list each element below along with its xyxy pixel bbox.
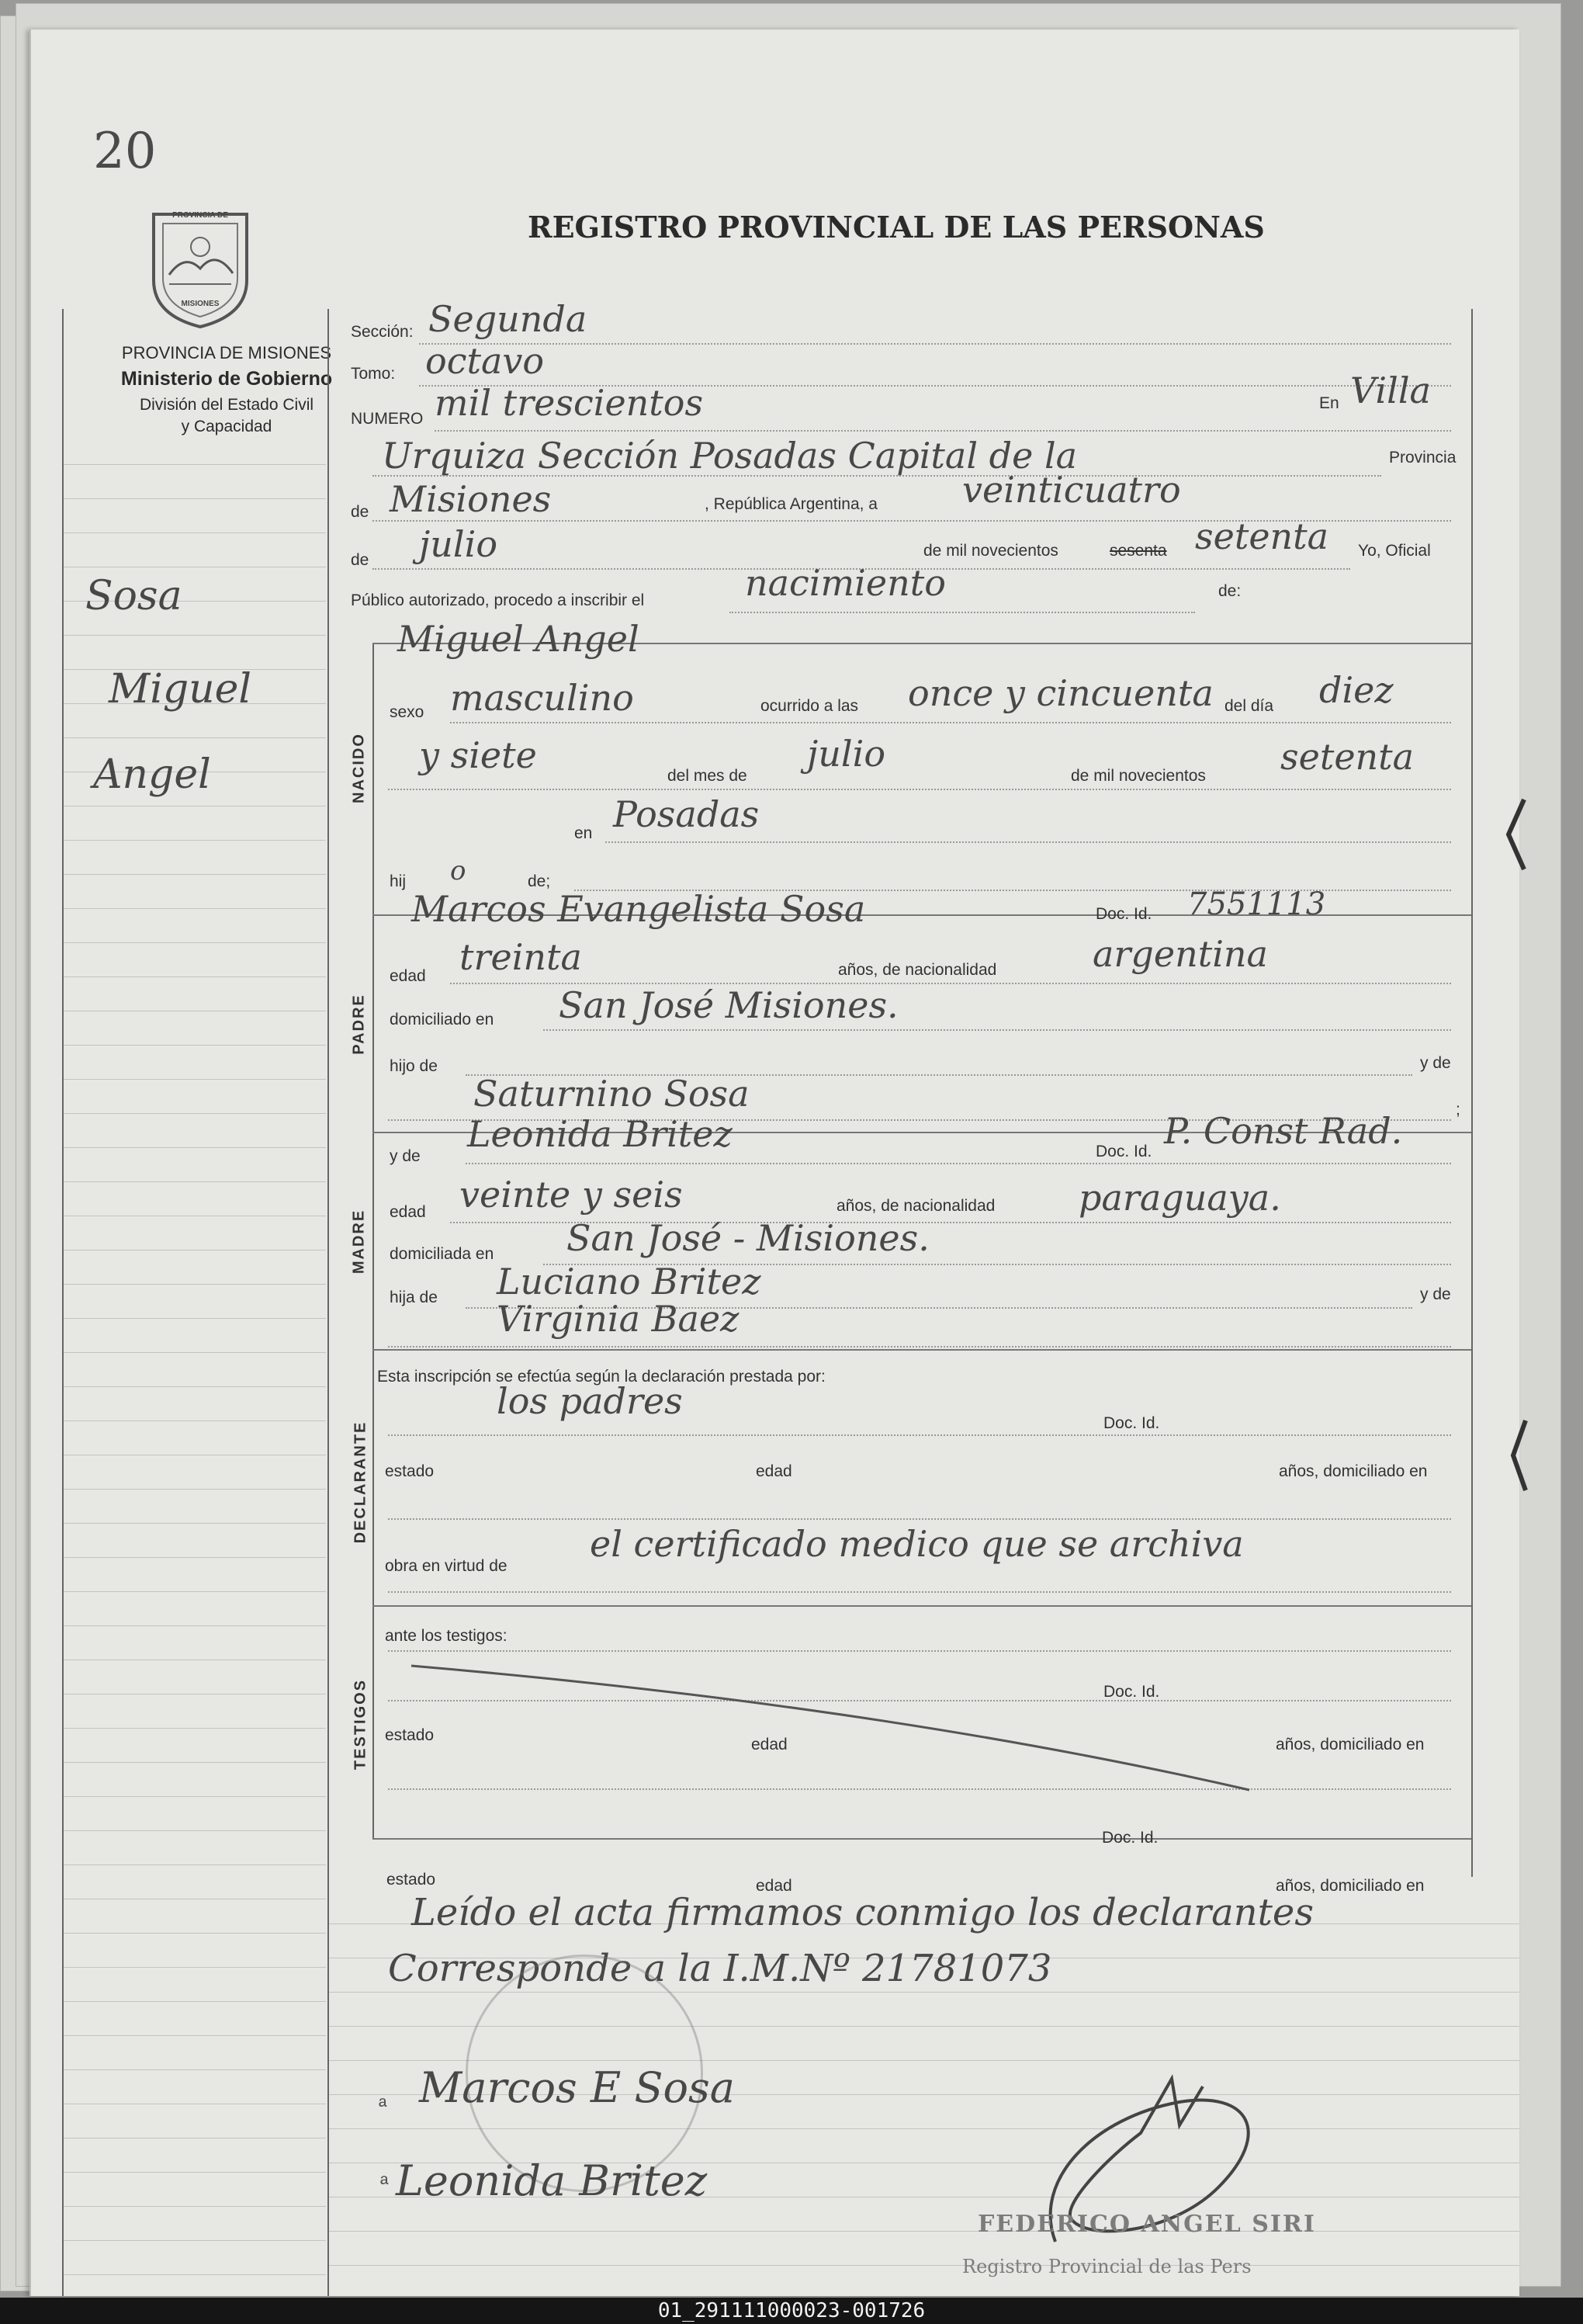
value-fecha-ano: setenta [1195, 515, 1329, 557]
seal-text-top: PROVINCIA DE [172, 211, 228, 220]
value-nombre: Miguel Angel [397, 618, 639, 660]
label-doc-id-testigo-1: Doc. Id. [1103, 1683, 1160, 1701]
label-y-de-2: y de [1420, 1285, 1451, 1303]
label-sesenta: sesenta [1110, 542, 1167, 560]
label-anos-nac-madre: años, de nacionalidad [837, 1197, 996, 1215]
staple-mark-2 [1502, 1413, 1541, 1498]
label-edad-madre: edad [390, 1203, 426, 1221]
value-abuelo-p: Saturnino Sosa [473, 1073, 750, 1115]
label-de-mil-novecientos: de mil novecientos [923, 542, 1058, 560]
image-id-footer: 01_291111000023-001726 [0, 2298, 1583, 2324]
label-del-dia: del día [1224, 697, 1274, 715]
value-dia-2: y siete [419, 734, 537, 776]
value-mes: julio [807, 733, 886, 775]
label-de-2: de [351, 551, 369, 569]
label-semicolon: ; [1456, 1101, 1460, 1119]
value-madre-nombre: Leonida Britez [467, 1113, 733, 1155]
label-edad-declarante: edad [756, 1462, 792, 1480]
label-y-de-madre: y de [390, 1147, 421, 1165]
value-abuelo-m: Luciano Britez [497, 1261, 761, 1302]
label-de-1: de [351, 503, 369, 521]
value-madre-nac: paraguaya. [1079, 1177, 1281, 1219]
value-en-place: Villa [1350, 369, 1431, 411]
label-edad-padre: edad [390, 967, 426, 985]
value-madre-domicilio: San José - Misiones. [566, 1217, 930, 1259]
value-hij-letter: o [450, 855, 466, 886]
value-abuela-m: Virginia Baez [497, 1298, 740, 1340]
label-hija-de: hija de [390, 1289, 438, 1306]
signature-marcos: Marcos E Sosa [419, 2063, 735, 2112]
label-anos-domiciliado-testigo-2: años, domiciliado en [1276, 1877, 1425, 1895]
label-de-mil: de mil novecientos [1071, 767, 1206, 785]
value-padre-nombre: Marcos Evangelista Sosa [411, 888, 866, 930]
value-ano: setenta [1280, 736, 1415, 778]
margin-note-surname: Sosa [85, 573, 182, 619]
signature-bullet-1: ª [379, 2094, 387, 2118]
label-anos-domiciliado-testigo-1: años, domiciliado en [1276, 1736, 1425, 1753]
value-line-place: Urquiza Sección Posadas Capital de la [382, 435, 1078, 477]
margin-note-name-2: Angel [93, 751, 211, 798]
label-inscripcion: Esta inscripción se efectúa según la declaración prestada por: [377, 1368, 826, 1386]
value-province: Misiones [390, 478, 552, 520]
label-en-lower: en [574, 824, 593, 842]
value-acto: nacimiento [745, 562, 946, 604]
margin-note-name-1: Miguel [109, 666, 252, 713]
label-provincia: Provincia [1389, 449, 1457, 467]
label-tomo: Tomo: [351, 365, 396, 383]
value-declarante: los padres [497, 1380, 683, 1422]
value-padre-doc: 7551113 [1187, 886, 1326, 922]
label-doc-id-padre: Doc. Id. [1096, 905, 1152, 923]
value-fecha-mes: julio [419, 523, 498, 565]
label-estado-testigo-2: estado [386, 1871, 436, 1889]
label-en: En [1319, 394, 1339, 412]
label-yo-oficial: Yo, Oficial [1358, 542, 1431, 560]
label-del-mes: del mes de [667, 767, 747, 785]
side-label-padre: PADRE [350, 994, 368, 1055]
value-madre-doc: P. Const Rad. [1164, 1110, 1403, 1152]
label-anos-domiciliado-declarante: años, domiciliado en [1279, 1462, 1428, 1480]
signature-leonida: Leonida Britez [396, 2156, 708, 2205]
label-sexo: sexo [390, 703, 424, 721]
note-line-1: Leído el acta firmamos conmigo los declarantes [411, 1891, 1314, 1934]
value-sexo: masculino [450, 677, 634, 719]
value-lugar: Posadas [613, 793, 760, 835]
side-label-testigos: TESTIGOS [352, 1678, 369, 1771]
label-y-de-1: y de [1420, 1054, 1451, 1072]
label-ante: ante los testigos: [385, 1627, 507, 1645]
label-ocurrido: ocurrido a las [760, 697, 859, 715]
note-line-2: Corresponde a la I.M.Nº 21781073 [388, 1947, 1052, 1990]
label-numero: NUMERO [351, 410, 424, 428]
label-anos-nac-padre: años, de nacionalidad [838, 961, 997, 979]
ministry-name: Ministerio de Gobierno [120, 368, 333, 390]
label-doc-id-declarante: Doc. Id. [1103, 1414, 1160, 1432]
label-de-colon: de: [1218, 582, 1242, 600]
value-numero: mil trescientos [435, 382, 704, 424]
label-seccion: Sección: [351, 323, 414, 341]
label-estado-declarante: estado [385, 1462, 435, 1480]
value-hora: once y cincuenta [908, 672, 1214, 714]
label-edad-testigo-1: edad [751, 1736, 788, 1753]
value-fecha-dia: veinticuatro [962, 469, 1181, 511]
label-doc-id-madre: Doc. Id. [1096, 1143, 1152, 1160]
value-madre-edad: veinte y seis [459, 1174, 683, 1216]
value-obra: el certificado medico que se archiva [590, 1523, 1244, 1565]
stamp-office: Registro Provincial de las Pers [962, 2256, 1252, 2277]
page-number: 20 [93, 123, 157, 180]
label-edad-testigo-2: edad [756, 1877, 792, 1895]
stamp-official-name: FEDERICO ANGEL SIRI [978, 2211, 1316, 2238]
province-name: PROVINCIA DE MISIONES [121, 343, 332, 362]
label-de-semicolon: de; [528, 872, 551, 890]
label-domiciliada-madre: domiciliada en [390, 1245, 494, 1263]
staple-mark-1 [1498, 792, 1536, 877]
value-padre-domicilio: San José Misiones. [559, 984, 899, 1026]
value-tomo: octavo [425, 340, 545, 382]
label-publico: Público autorizado, procedo a inscribir el [351, 591, 645, 609]
label-domiciliado-padre: domiciliado en [390, 1011, 494, 1028]
label-doc-id-testigo-2: Doc. Id. [1102, 1829, 1159, 1847]
side-label-madre: MADRE [350, 1209, 368, 1275]
label-hijo-de: hijo de [390, 1057, 438, 1075]
register-page [29, 29, 1519, 2296]
seal-text-bottom: MISIONES [181, 300, 220, 308]
label-republica: , República Argentina, a [705, 495, 878, 513]
value-seccion: Segunda [428, 298, 587, 340]
side-label-declarante: DECLARANTE [352, 1420, 369, 1544]
label-hij: hij [390, 872, 407, 890]
label-estado-testigo-1: estado [385, 1726, 435, 1744]
document-title: REGISTRO PROVINCIAL DE LAS PERSONAS [528, 210, 1265, 245]
value-dia-1: diez [1319, 669, 1394, 711]
division-line-1: División del Estado Civil [139, 396, 314, 414]
side-label-nacido: NACIDO [350, 733, 368, 803]
value-padre-nac: argentina [1093, 933, 1268, 975]
division-line-2: y Capacidad [181, 418, 272, 435]
signature-bullet-2: ª [380, 2172, 389, 2196]
value-padre-edad: treinta [459, 936, 582, 978]
label-obra: obra en virtud de [385, 1557, 507, 1575]
